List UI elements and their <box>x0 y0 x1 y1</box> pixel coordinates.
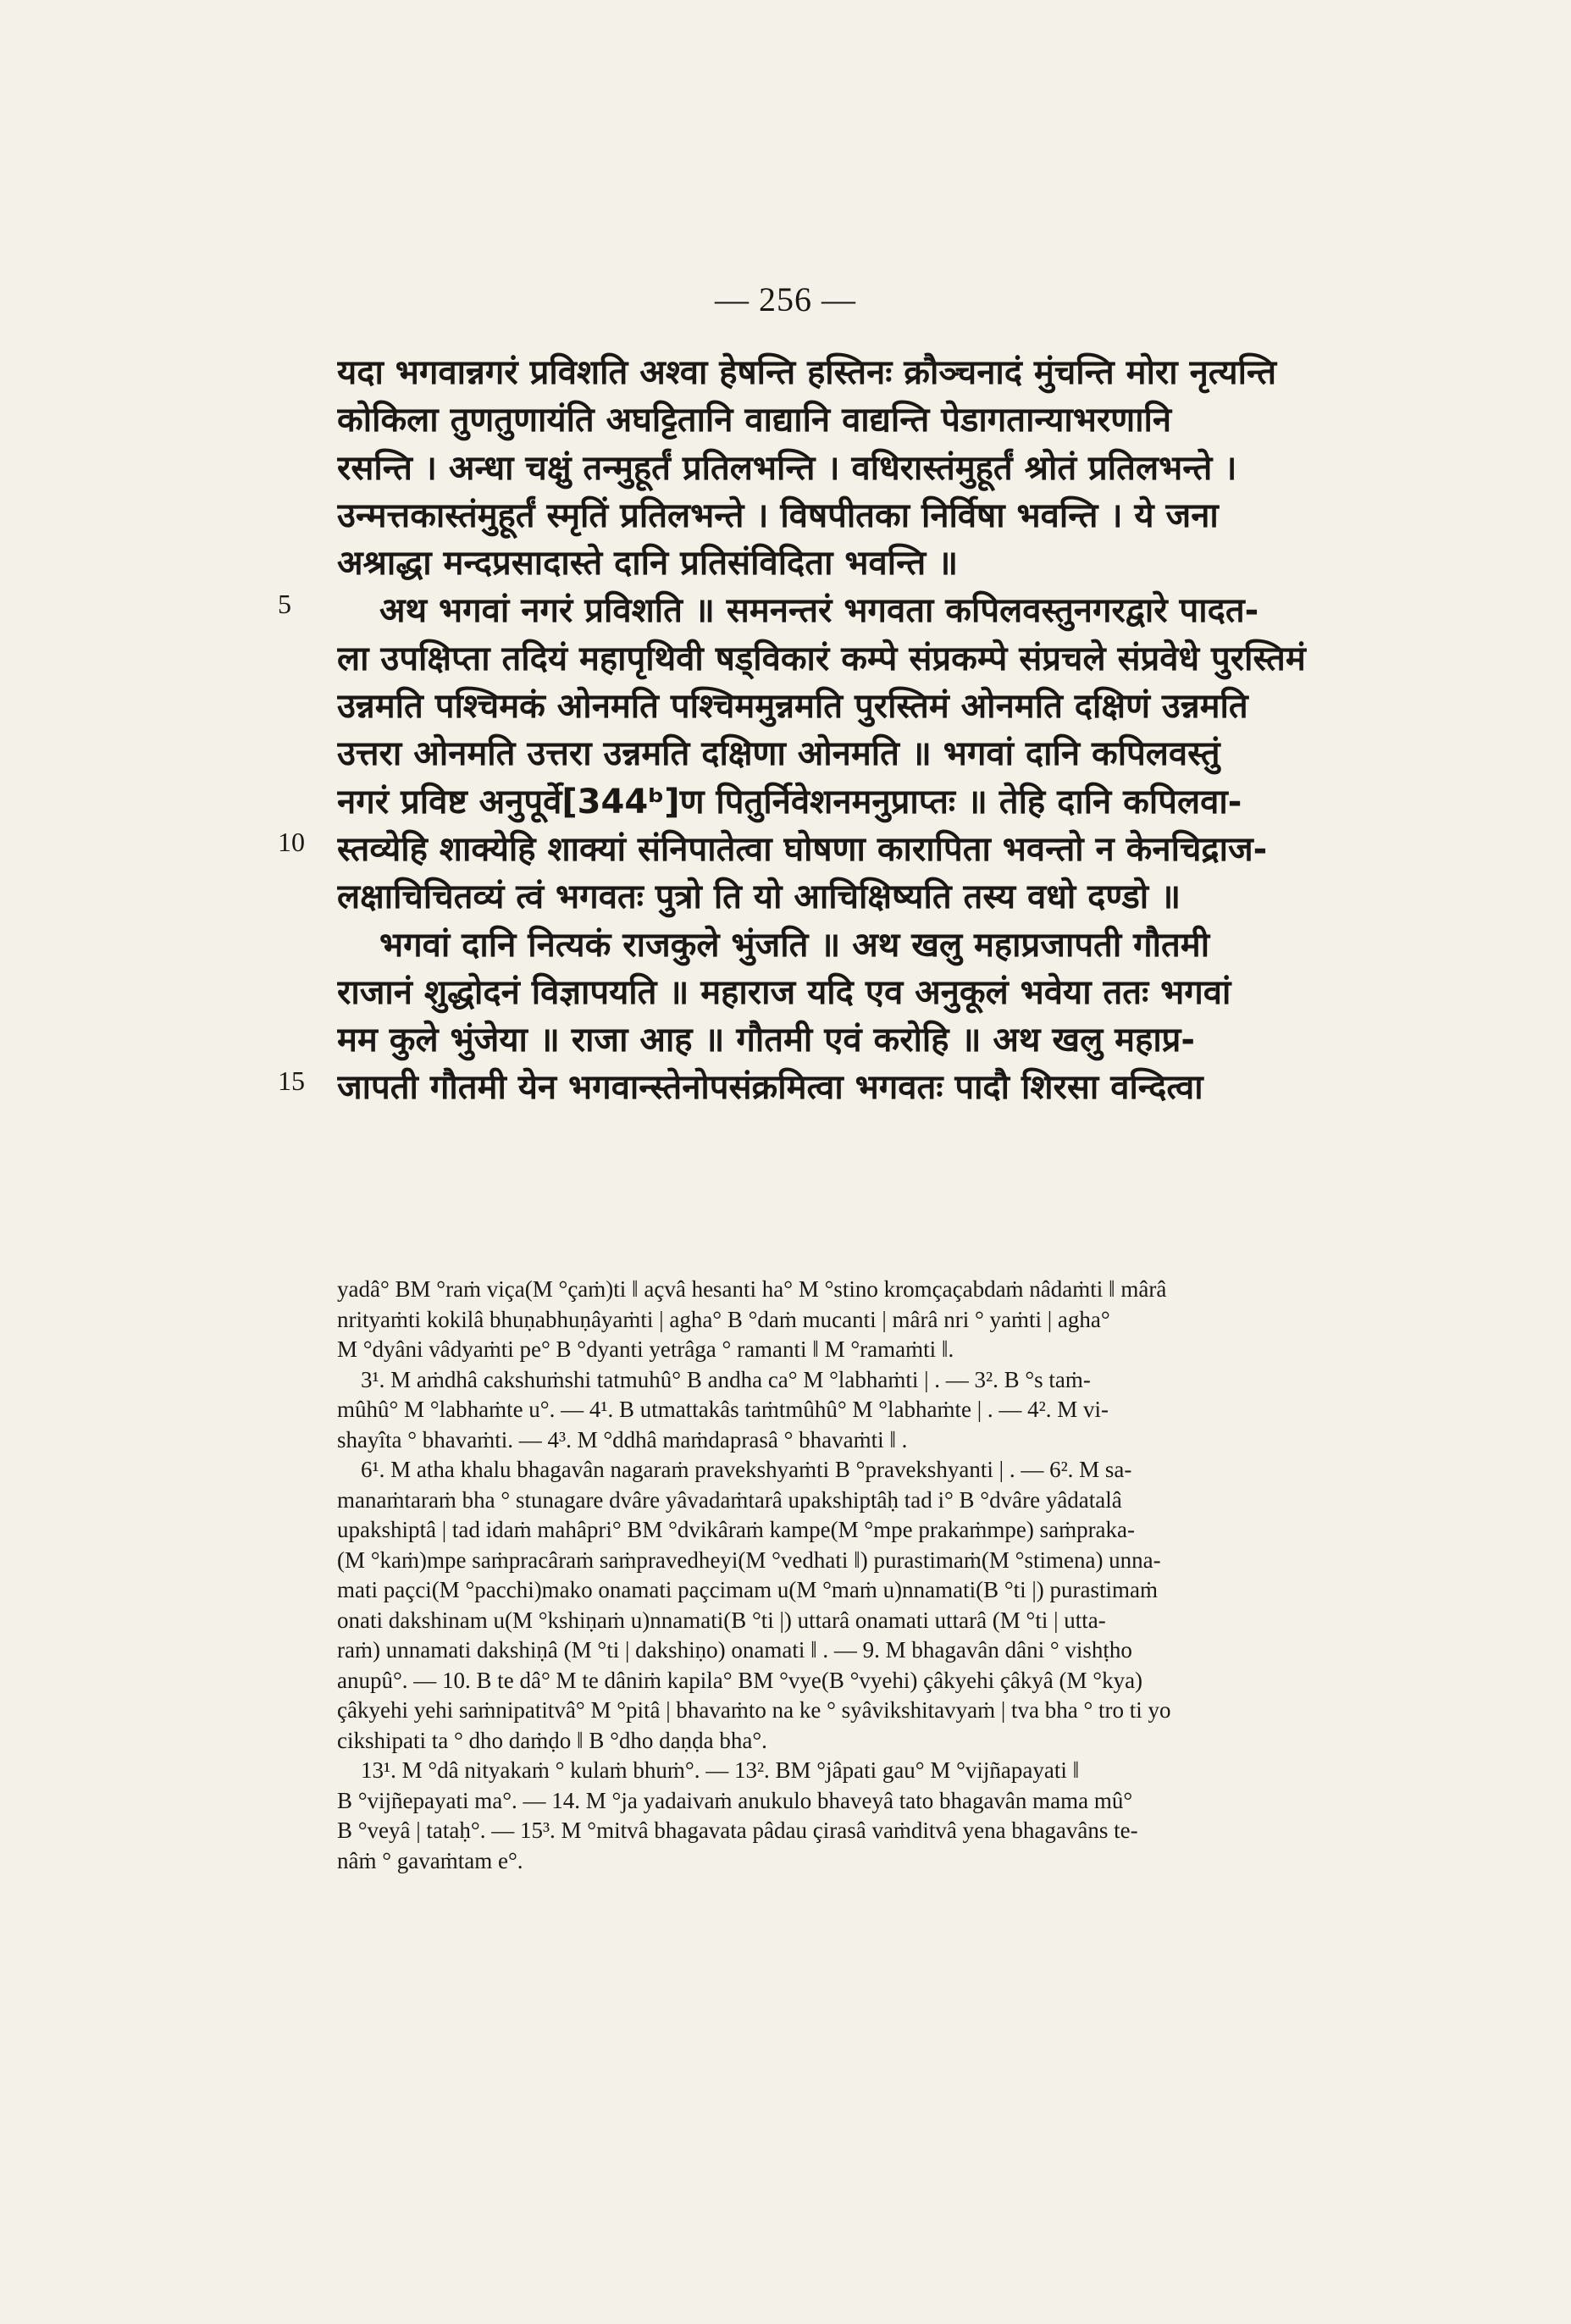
text-line: राजानं शुद्धोदनं विज्ञापयति ॥ महाराज यदि एव अनुकूलं भवेया ततः भगवां <box>337 972 1231 1012</box>
note-line: B °vijñepayati ma°. — 14. M °ja yadaivaṁ anukulo bhaveyâ tato bhagavân mama mû° <box>337 1787 1133 1813</box>
note-line: yadâ° BM °raṁ viça(M °çaṁ)ti ‖ açvâ hesanti ha° M °stino kromçaçabdaṁ nâdaṁti ‖ mârâ <box>337 1276 1167 1302</box>
text-line: उन्नमति पश्चिमकं ओनमति पश्चिममुन्नमति पुरस्तिमं ओनमति दक्षिणं उन्नमति <box>337 687 1248 727</box>
note-line: raṁ) unnamati dakshiṇâ (M °ti | dakshiṇo) onamati ‖ . — 9. M bhagavân dâni ° vishṭho <box>337 1637 1132 1663</box>
text-line: रसन्ति । अन्धा चक्षुं तन्मुहूर्तं प्रतिलभन्ति । वधिरास्तंमुहूर्तं श्रोतं प्रतिलभन्ते । <box>337 448 1237 488</box>
note-line: nâṁ ° gavaṁtam e°. <box>337 1847 523 1873</box>
text-line: अथ भगवां नगरं प्रविशति ॥ समनन्तरं भगवता कपिलवस्तुनगरद्वारे पादत- <box>379 591 1259 631</box>
text-line: भगवां दानि नित्यकं राजकुले भुंजति ॥ अथ खलु महाप्रजापती गौतमी <box>379 925 1210 965</box>
note-line: 3¹. M aṁdhâ cakshuṁshi tatmuhû° B andha ca° M °labhaṁti | . — 3². B °s taṁ- <box>361 1366 1091 1392</box>
critical-notes <box>337 1275 1430 1876</box>
text-line: नगरं प्रविष्ट अनुपूर्वे[344ᵇ]ण पितुर्निवेशनमनुप्राप्तः ॥ तेहि दानि कपिलवा- <box>337 782 1242 822</box>
note-line: upakshiptâ | tad idaṁ mahâpri° BM °dvikâraṁ kampe(M °mpe prakaṁmpe) saṁpraka- <box>337 1517 1136 1542</box>
text-line: कोकिला तुणतुणायंति अघट्टितानि वाद्यानि वाद्यन्ति पेडागतान्याभरणानि <box>337 401 1172 440</box>
line-number: 15 <box>278 1065 305 1096</box>
note-line: manaṁtaraṁ bha ° stunagare dvâre yâvadaṁtarâ upakshiptâḥ tad i° B °dvâre yâdatalâ <box>337 1486 1122 1513</box>
note-line: çâkyehi yehi saṁnipatitvâ° M °pitâ | bhavaṁto na ke ° syâvikshitavyaṁ | tva bha ° tro ti yo <box>337 1697 1171 1723</box>
note-line: cikshipati ta ° dho daṁḍo ‖ B °dho daṇḍa bha°. <box>337 1727 767 1753</box>
note-line: nrityaṁti kokilâ bhuṇabhuṇâyaṁti | agha° B °daṁ mucanti | mârâ nri ° yaṁti | agha° <box>337 1306 1110 1332</box>
note-line: (M °kaṁ)mpe saṁpracâraṁ saṁpravedheyi(M °vedhati ‖) purastimaṁ(M °stimena) unna- <box>337 1547 1161 1573</box>
line-number: 10 <box>278 827 305 857</box>
note-line: mûhû° M °labhaṁte u°. — 4¹. B utmattakâs taṁtmûhû° M °labhaṁte | . — 4². M vi- <box>337 1397 1109 1422</box>
text-line: जापती गौतमी येन भगवान्स्तेनोपसंक्रमित्वा भगवतः पादौ शिरसा वन्दित्वा <box>337 1068 1203 1108</box>
text-line: ला उपक्षिप्ता तदियं महापृथिवी षड्विकारं कम्पे संप्रकम्पे संप्रचले संप्रवेधे पुरस्तिमं <box>337 639 1306 678</box>
sanskrit-text <box>337 349 1438 1112</box>
text-line: यदा भगवान्नगरं प्रविशति अश्वा हेषन्ति हस्तिनः क्रौञ्चनादं मुंचन्ति मोरा नृत्यन्ति <box>337 353 1277 392</box>
note-line: onati dakshinam u(M °kshiṇaṁ u)nnamati(B °ti |) uttarâ onamati uttarâ (M °ti | utta- <box>337 1607 1106 1633</box>
note-line: B °veyâ | tataḥ°. — 15³. M °mitvâ bhagavata pâdau çirasâ vaṁditvâ yena bhagavâns te- <box>337 1818 1138 1843</box>
text-line: उन्मत्तकास्तंमुहूर्तं स्मृतिं प्रतिलभन्ते । विषपीतका निर्विषा भवन्ति । ये जना <box>337 495 1219 535</box>
note-line: 6¹. M atha khalu bhagavân nagaraṁ pravekshyaṁti B °pravekshyanti | . — 6². M sa- <box>361 1457 1132 1482</box>
note-line: mati paçci(M °pacchi)mako onamati paçcimam u(M °maṁ u)nnamati(B °ti |) purastimaṁ <box>337 1577 1158 1602</box>
text-line: उत्तरा ओनमति उत्तरा उन्नमति दक्षिणा ओनमति ॥ भगवां दानि कपिलवस्तुं <box>337 734 1220 774</box>
text-line: अश्राद्धा मन्दप्रसादास्ते दानि प्रतिसंविदिता भवन्ति ॥ <box>337 544 959 584</box>
note-line: 13¹. M °dâ nityakaṁ ° kulaṁ bhuṁ°. — 13². BM °jâpati gau° M °vijñapayati ‖ <box>361 1757 1080 1783</box>
note-line: shayîta ° bhavaṁti. — 4³. M °ddhâ maṁdaprasâ ° bhavaṁti ‖ . <box>337 1426 908 1452</box>
note-line: anupû°. — 10. B te dâ° M te dâniṁ kapila° BM °vye(B °vyehi) çâkyehi çâkyâ (M °kya) <box>337 1667 1143 1693</box>
page-number: — 256 — <box>715 280 856 318</box>
text-line: स्तव्येहि शाक्येहि शाक्यां संनिपातेत्वा घोषणा कारापिता भवन्तो न केनचिद्राज- <box>337 829 1268 869</box>
note-line: M °dyâni vâdyaṁti pe° B °dyanti yetrâga ° ramanti ‖ M °ramaṁti ‖. <box>337 1336 954 1362</box>
text-line: मम कुले भुंजेया ॥ राजा आह ॥ गौतमी एवं करोहि ॥ अथ खलु महाप्र- <box>337 1021 1196 1060</box>
line-number: 5 <box>278 589 291 619</box>
text-line: लक्षाचिचितव्यं त्वं भगवतः पुत्रो ति यो आचिक्षिष्यति तस्य वधो दण्डो ॥ <box>337 877 1181 917</box>
